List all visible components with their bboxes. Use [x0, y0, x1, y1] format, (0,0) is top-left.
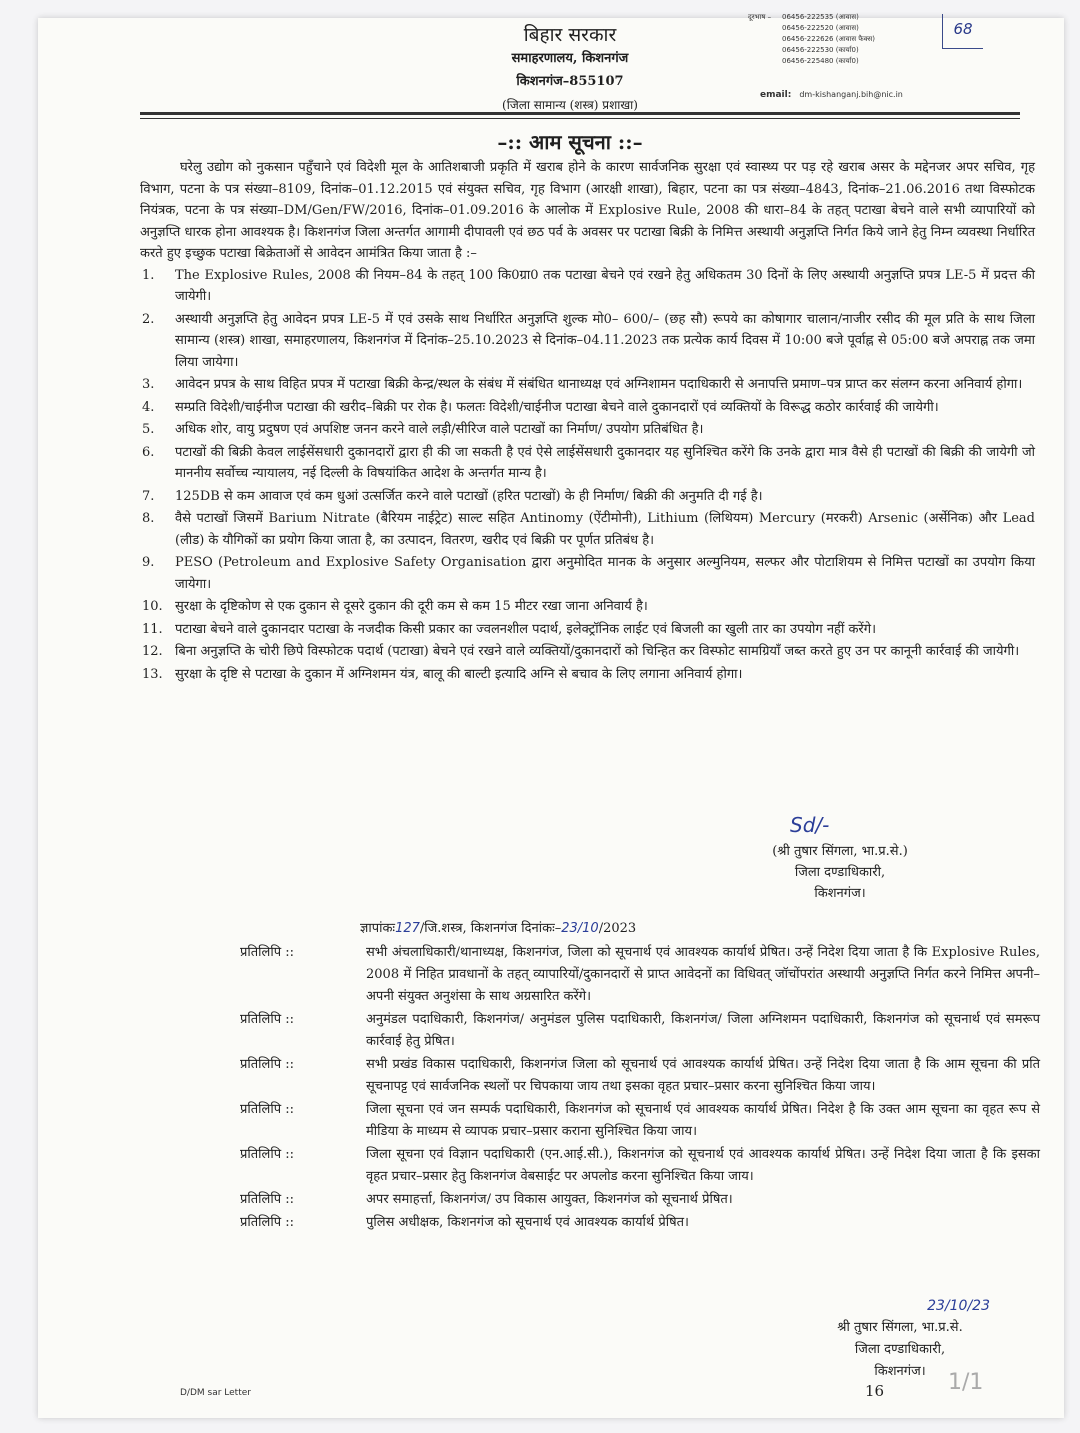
item-number: 3.: [142, 377, 155, 392]
email-address: dm-kishanganj.bih@nic.in: [799, 90, 903, 99]
copy-label: प्रतिलिपि ::: [240, 1057, 294, 1072]
notice-title: –:: आम सूचना ::–: [497, 130, 643, 154]
list-item: [140, 619, 1035, 641]
item-text: PESO (Petroleum and Explosive Safety Organisation द्वारा अनुमोदित मानक के अनुसार अल्मुनियम, सल्फर और पोटाशियम से निमित्त पटाखों का उपयोग किया जायेगा।: [175, 555, 1035, 592]
list-item: [140, 641, 1035, 663]
memo-date: 23/10: [561, 921, 599, 936]
list-item: [140, 442, 1035, 485]
copy-entry: [240, 942, 1040, 1008]
notice-intro: घरेलु उद्योग को नुकसान पहुँचाने एवं विदेशी मूल के आतिशबाजी प्रकृति में खराब होने के कारण सार्वजनिक सुरक्षा एवं स्वास्थ्य पर पड़ रहे खराब असर के मद्देनजर अपर सचिव, गृह विभाग, पटना के पत्र संख्या–8109, दिनांक–01.12.2015 एवं संयुक्त सचिव, गृह विभाग (आरक्षी शाखा), बिहार, पटना का पत्र संख्या–4843, दिनांक–21.06.2016 तथा विस्फोटक नियंत्रक, पटना के पत्र संख्या–DM/Gen/FW/2016, दिनांक–01.09.2016 के आलोक में Explosive Rule, 2008 की धारा–84 के तहत् पटाखा बेचने वाले सभी व्यापारियों को अनुज्ञप्ति धारक होना आवश्यक है। किशनगंज जिला अन्तर्गत आगामी दीपावली एवं छठ पर्व के अवसर पर पटाखा बिक्री के निमित्त अस्थायी अनुज्ञप्ति निर्गत किये जाने हेतु निम्न व्यवस्था निर्धारित करते हुए इच्छुक पटाखा बिक्रेताओं से आवेदन आमंत्रित किया जाता है :–: [140, 160, 1035, 261]
item-text: पटाखा बेचने वाले दुकानदार पटाखा के नजदीक किसी प्रकार का ज्वलनशील पदार्थ, इलेक्ट्रॉनिक लाईट एवं बिजली का खुली तार का उपयोग नहीं करेंगे।: [175, 621, 876, 637]
notice-body: [140, 157, 1035, 686]
item-text: सुरक्षा के दृष्टिकोण से एक दुकान से दूसरे दुकान की दूरी कम से कम 15 मीटर रखा जाना अनिवार्य है।: [175, 599, 648, 614]
memo-line: [360, 918, 860, 936]
copy-text: सभी प्रखंड विकास पदाधिकारी, किशनगंज जिला को सूचनार्थ एवं आवश्यक कार्यार्थ प्रेषित। उन्हें निदेश दिया जाता है कि आम सूचना की प्रति सूचनापट्ट एवं सार्वजनिक स्थलों पर चिपकाया जाय तथा इसका वृहत प्रचार–प्रसार करना सुनिश्चित किया जाय।: [366, 1057, 1040, 1094]
item-number: 7.: [142, 488, 155, 504]
memo-number: 127: [395, 921, 420, 936]
copy-entry: [240, 1212, 1040, 1234]
memo-mid: /जि.शस्त्र, किशनगंज दिनांकः–: [419, 921, 562, 936]
signature-block: [720, 815, 960, 904]
item-text: The Explosive Rules, 2008 की नियम–84 के तहत् 100 कि0ग्रा0 तक पटाखा बेचने एवं रखने हेतु अधिकतम 30 दिनों के लिए अस्थायी अनुज्ञप्ति प्रपत्र LE-5 में प्रदत्त की जायेगी।: [175, 267, 1035, 304]
notice-items: [140, 265, 1035, 686]
item-text: पटाखों की बिक्री केवल लाईसेंसधारी दुकानदारों द्वारा ही की जा सकती है एवं ऐसे लाईसेंसधारी दुकानदार यह सुनिश्चित करेंगे कि उनके द्वारा मात्र वैसे ही पटाखों की बिक्री की जायेगी जो माननीय सर्वोच्च न्यायालय, नई दिल्ली के विषयांकित आदेश के अन्तर्गत मान्य है।: [175, 444, 1035, 481]
copy-entry: [240, 1054, 1040, 1098]
header-divider-thin: [140, 118, 1020, 119]
memo-year: /2023: [598, 921, 637, 936]
phone-number: 06456-222535 (आवास): [782, 13, 859, 21]
phone-number: 06456-225480 (कार्या0): [782, 57, 859, 65]
office-pin: किशनगंज–855107: [516, 74, 624, 89]
list-item: [140, 508, 1035, 551]
government-name: बिहार सरकार: [523, 24, 617, 46]
item-text: 125DB से कम आवाज एवं कम धुआं उत्सर्जित करने वाले पटाखों (हरित पटाखों) के ही निर्माण/ बिक्री की अनुमति दी गई है।: [175, 488, 763, 504]
signatory-name: श्री तुषार सिंगला, भा.प्र.से.: [837, 1320, 963, 1335]
copy-text: अनुमंडल पदाधिकारी, किशनगंज/ अनुमंडल पुलिस पदाधिकारी, किशनगंज/ जिला अग्निशमन पदाधिकारी, किशनगंज को सूचनार्थ एवं समरूप कार्रवाई हेतु प्रेषित।: [366, 1012, 1040, 1049]
item-number: 6.: [142, 444, 155, 460]
item-number: 5.: [142, 422, 155, 437]
item-number: 12.: [142, 644, 163, 659]
copy-label: प्रतिलिपि ::: [240, 1012, 294, 1027]
list-item: [140, 596, 1035, 618]
header-divider: [140, 112, 1020, 115]
item-text: वैसे पटाखों जिसमें Barium Nitrate (बैरियम नाईट्रेट) साल्ट सहित Antinomy (ऐंटीमोनी), Lithium (लिथियम) Mercury (मरकरी) Arsenic (अर्सेनिक) और Lead (लीड) के यौगिकों का प्रयोग किया जाता है, का उत्पादन, वितरण, खरीद एवं बिक्री पर पूर्णत प्रतिबंध है।: [175, 511, 1035, 548]
item-number: 1.: [142, 267, 155, 283]
office-name: समाहरणालय, किशनगंज: [511, 51, 629, 66]
phone-number: 06456-222520 (आवास): [782, 24, 859, 32]
copy-entry: [240, 1099, 1040, 1143]
item-text: बिना अनुज्ञप्ति के चोरी छिपे विस्फोटक पदार्थ (पटाखा) बेचने एवं रखने वाले व्यक्तियों/दुकानदारों को चिन्हित कर विस्फोट सामग्रियाँ जब्त करते हुए उन पर कानूनी कार्रवाई की जायेगी।: [175, 644, 1020, 659]
item-text: सम्प्रति विदेशी/चाईनीज पटाखा की खरीद–बिक्री पर रोक है। फलतः विदेशी/चाईनीज पटाखा बेचने वाले दुकानदारों एवं व्यक्तियों के विरूद्ध कठोर कार्रवाई की जायेगी।: [175, 399, 939, 415]
memo-prefix: ज्ञापांकः: [360, 921, 396, 936]
item-number: 4.: [142, 399, 155, 415]
item-number: 9.: [142, 555, 155, 570]
branch-name: (जिला सामान्य (शस्त्र) प्रशाखा): [502, 98, 638, 112]
copy-text: पुलिस अधीक्षक, किशनगंज को सूचनार्थ एवं आवश्यक कार्यार्थ प्रेषित।: [366, 1215, 689, 1230]
letterhead: [470, 22, 670, 116]
phone-number: 06456-222626 (आवास फैक्स): [782, 35, 875, 43]
item-number: 10.: [142, 599, 163, 614]
page-indicator: 1/1: [948, 1370, 984, 1395]
item-text: सुरक्षा के दृष्टि से पटाखा के दुकान में अग्निशमन यंत्र, बालू की बाल्टी इत्यादि अग्नि से बचाव के लिए लगाना अनिवार्य होगा।: [175, 666, 743, 682]
item-text: आवेदन प्रपत्र के साथ विहित प्रपत्र में पटाखा बिक्री केन्द्र/स्थल के संबंध में संबंधित थानाध्यक्ष एवं अग्निशामन पदाधिकारी से अनापत्ति प्रमाण–पत्र प्राप्त कर संलग्न करना अनिवार्य होगा।: [175, 377, 1023, 392]
footer-reference: D/DM sar Letter: [180, 1388, 251, 1398]
item-number: 11.: [142, 621, 163, 637]
list-item: [140, 309, 1035, 374]
list-item: [140, 552, 1035, 595]
list-item: [140, 664, 1035, 686]
list-item: [140, 374, 1035, 396]
item-number: 8.: [142, 511, 155, 526]
page-mark: 68: [942, 14, 983, 49]
email-line: [760, 90, 903, 100]
list-item: [140, 419, 1035, 441]
signature-mark: 23/10/23: [927, 1298, 990, 1314]
copy-text: जिला सूचना एवं विज्ञान पदाधिकारी (एन.आई.सी.), किशनगंज को सूचनार्थ एवं आवश्यक कार्यार्थ प्रेषित। उन्हें निदेश दिया जाता है कि इसका वृहत प्रचार–प्रसार हेतु किशनगंज वेबसाईट पर अपलोड करना सुनिश्चित किया जाय।: [366, 1147, 1040, 1184]
phone-list: [748, 12, 960, 67]
item-number: 2.: [142, 311, 155, 327]
item-number: 13.: [142, 666, 163, 682]
list-item: [140, 486, 1035, 508]
email-label: email:: [760, 90, 792, 100]
copy-entry: [240, 1144, 1040, 1188]
copy-label: प्रतिलिपि ::: [240, 1215, 294, 1230]
signatory-designation: जिला दण्डाधिकारी,: [794, 865, 886, 880]
signatory-name: (श्री तुषार सिंगला, भा.प्र.से.): [772, 844, 908, 859]
copy-label: प्रतिलिपि ::: [240, 1147, 294, 1162]
phone-label: दूरभाष –: [748, 13, 772, 21]
copy-label: प्रतिलिपि ::: [240, 1102, 294, 1117]
copy-label: प्रतिलिपि ::: [240, 945, 294, 960]
copy-text: जिला सूचना एवं जन सम्पर्क पदाधिकारी, किशनगंज को सूचनार्थ एवं आवश्यक कार्यार्थ प्रेषित। निदेश है कि उक्त आम सूचना का वृहत रूप से मीडिया के माध्यम से व्यापक प्रचार–प्रसार कराना सुनिश्चित किया जाय।: [366, 1102, 1040, 1139]
copy-text: सभी अंचलाधिकारी/थानाध्यक्ष, किशनगंज, जिला को सूचनार्थ एवं आवश्यक कार्यार्थ प्रेषित। उन्हें निदेश दिया जाता है कि Explosive Rules, 2008 में निहित प्रावधानों के तहत् व्यापारियों/दुकानदारों से प्राप्त आवेदनों का विधिवत् जॉचोंपरांत अस्थायी अनुज्ञप्ति निर्गत करने निमित्त अपनी–अपनी संयुक्त अनुशंसा के साथ अग्रसारित करेंगे।: [366, 945, 1040, 1004]
item-text: अधिक शोर, वायु प्रदुषण एवं अपशिष्ट जनन करने वाले लड़ी/सीरिज वाले पटाखों का निर्माण/ उपयोग प्रतिबंधित है।: [175, 422, 704, 437]
copy-entry: [240, 1189, 1040, 1211]
copy-text: अपर समाहर्त्ता, किशनगंज/ उप विकास आयुक्त, किशनगंज को सूचनार्थ प्रेषित।: [366, 1192, 733, 1207]
signatory-place: किशनगंज।: [874, 1364, 926, 1379]
signatory-place: किशनगंज।: [814, 886, 866, 901]
phone-number: 06456-222530 (कार्या0): [782, 46, 859, 54]
copy-entry: [240, 1009, 1040, 1053]
list-item: [140, 397, 1035, 419]
copy-label: प्रतिलिपि ::: [240, 1192, 294, 1207]
footer-number: 16: [865, 1382, 885, 1400]
copy-list: [240, 942, 1040, 1235]
item-text: अस्थायी अनुज्ञप्ति हेतु आवेदन प्रपत्र LE-5 में एवं उसके साथ निर्धारित अनुज्ञप्ति शुल्क मो0– 600/– (छह सौ) रूपये का कोषागार चालान/नाजीर रसीद की मूल प्रति के साथ जिला सामान्य (शस्त्र) शाखा, समाहरणालय, किशनगंज में दिनांक–25.10.2023 से दिनांक–04.11.2023 तक प्रत्येक कार्य दिवस में 10:00 बजे पूर्वाह्न से 05:00 बजे अपराह्न तक जमा लिया जायेगा।: [175, 311, 1035, 370]
list-item: [140, 265, 1035, 308]
signature-mark: Sd/-: [790, 813, 830, 837]
signatory-designation: जिला दण्डाधिकारी,: [854, 1342, 946, 1357]
